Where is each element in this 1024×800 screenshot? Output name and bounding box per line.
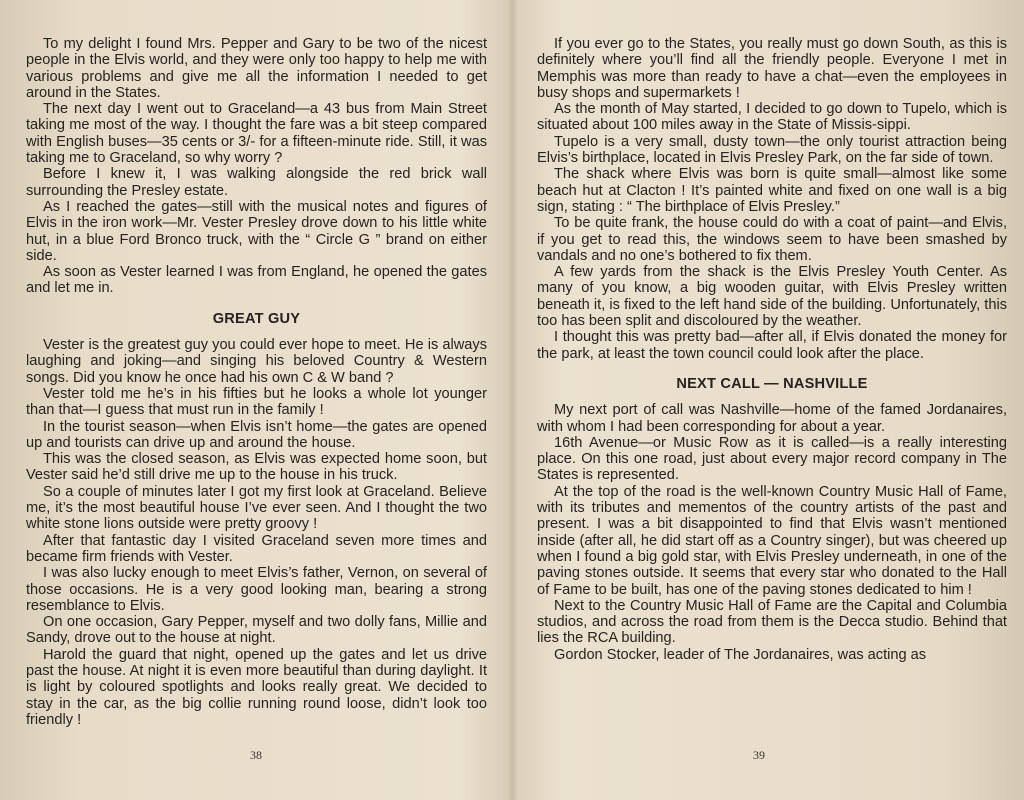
paragraph: As I reached the gates—still with the musical notes and figures of Elvis in the iron work—Mr. Vester Presley drove down to his little white hut, in a blue Ford Bronco truck, with the “ Circle G ” brand on either side. — [26, 198, 487, 264]
paragraph: To be quite frank, the house could do with a coat of paint—and Elvis, if you get to read this, the windows seem to have been smashed by vandals and no one’s bothered to fix them. — [537, 215, 1007, 264]
paragraph: A few yards from the shack is the Elvis Presley Youth Center. As many of you know, a big wooden guitar, with Elvis Presley written beneath it, is fixed to the left hand side of the building. Unfortunately, this too has been split and discoloured by the weather. — [537, 264, 1007, 330]
paragraph: 16th Avenue—or Music Row as it is called—is a really interesting place. On this one road, just about every major record company in The States is represented. — [537, 434, 1007, 484]
page-number: 39 — [753, 748, 765, 762]
right-page-text — [537, 36, 1007, 663]
section-heading: NEXT CALL — NASHVILLE — [676, 375, 868, 392]
paragraph: As soon as Vester learned I was from England, he opened the gates and let me in. — [26, 264, 487, 297]
paragraph: Harold the guard that night, opened up the gates and let us drive past the house. At night it is even more beautiful than during daylight. It is light by coloured spotlights and looks really great. We decided to stay in the car, as the big collie running round loose, didn’t look too friendly ! — [26, 646, 487, 728]
paragraph: In the tourist season—when Elvis isn’t home—the gates are opened up and tourists can drive up and around the house. — [26, 418, 487, 451]
paragraph: To my delight I found Mrs. Pepper and Gary to be two of the nicest people in the Elvis world, and they were only too happy to help me with various problems and give me all the information I needed to get around in the States. — [26, 36, 487, 101]
paragraph: Vester told me he’s in his fifties but he looks a whole lot younger than that—I guess that must run in the family ! — [26, 385, 487, 419]
paragraph: Tupelo is a very small, dusty town—the only tourist attraction being Elvis’s birthplace, located in Elvis Presley Park, on the far side of town. — [537, 133, 1007, 167]
paragraph: So a couple of minutes later I got my first look at Graceland. Believe me, it’s the most beautiful house I’ve ever seen. And I thought the two white stone lions outside were pretty groovy ! — [26, 483, 487, 533]
right-page — [512, 0, 1024, 800]
paragraph: I was also lucky enough to meet Elvis’s father, Vernon, on several of those occasions. He is a very good looking man, bearing a strong resemblance to Elvis. — [26, 565, 487, 614]
paragraph: On one occasion, Gary Pepper, myself and two dolly fans, Millie and Sandy, drove out to the house at night. — [26, 614, 487, 647]
page-number: 38 — [250, 748, 262, 762]
paragraph: If you ever go to the States, you really must go down South, as this is definitely where you’ll find all the friendly people. Everyone I met in Memphis was more than ready to have a chat—even the employees in busy shops and supermarkets ! — [537, 36, 1007, 101]
paragraph: This was the closed season, as Elvis was expected home soon, but Vester said he’d still drive me up to the house in his truck. — [26, 451, 487, 484]
left-page-text — [26, 36, 487, 728]
paragraph: My next port of call was Nashville—home of the famed Jordanaires, with whom I had been corresponding for about a year. — [537, 402, 1007, 435]
section-heading: GREAT GUY — [212, 310, 301, 327]
paragraph: Gordon Stocker, leader of The Jordanaires, was acting as — [554, 646, 927, 663]
paragraph: Next to the Country Music Hall of Fame are the Capital and Columbia studios, and across the road from them is the Decca studio. Behind that lies the RCA building. — [537, 597, 1007, 647]
paragraph: I thought this was pretty bad—after all, if Elvis donated the money for the park, at least the town council could look after the place. — [537, 329, 1007, 362]
paragraph: At the top of the road is the well-known Country Music Hall of Fame, with its tributes and mementos of the country artists of the past and present. I was a bit disappointed to find that Elvis wasn’t mentioned inside (after all, he did start off as a Country singer), but was cheered up when I found a big gold star, with Elvis Presley underneath, in one of the paving stones outside. It seems that every star who donated to the Hall of Fame to be built, has one of the paving stones dedicated to him ! — [537, 483, 1007, 598]
paragraph: Before I knew it, I was walking alongside the red brick wall surrounding the Presley estate. — [26, 166, 487, 199]
paragraph: The shack where Elvis was born is quite small—almost like some beach hut at Clacton ! It’s painted white and fixed on one wall is a big sign, stating : “ The birthplace of Elvis Presley.” — [537, 166, 1007, 215]
paragraph: After that fantastic day I visited Graceland seven more times and became firm friends with Vester. — [26, 532, 487, 565]
paragraph: As the month of May started, I decided to go down to Tupelo, which is situated about 100 miles away in the State of Missis-sippi. — [537, 101, 1007, 134]
paragraph: Vester is the greatest guy you could ever hope to meet. He is always laughing and joking—and singing his beloved Country & Western songs. Did you know he once had his own C & W band ? — [26, 337, 487, 386]
paragraph: The next day I went out to Graceland—a 43 bus from Main Street taking me most of the way. I thought the fare was a bit steep compared with English buses—35 cents or 3/- for a fifteen-minute ride. Still, it was taking me to Graceland, so why worry ? — [26, 101, 487, 167]
